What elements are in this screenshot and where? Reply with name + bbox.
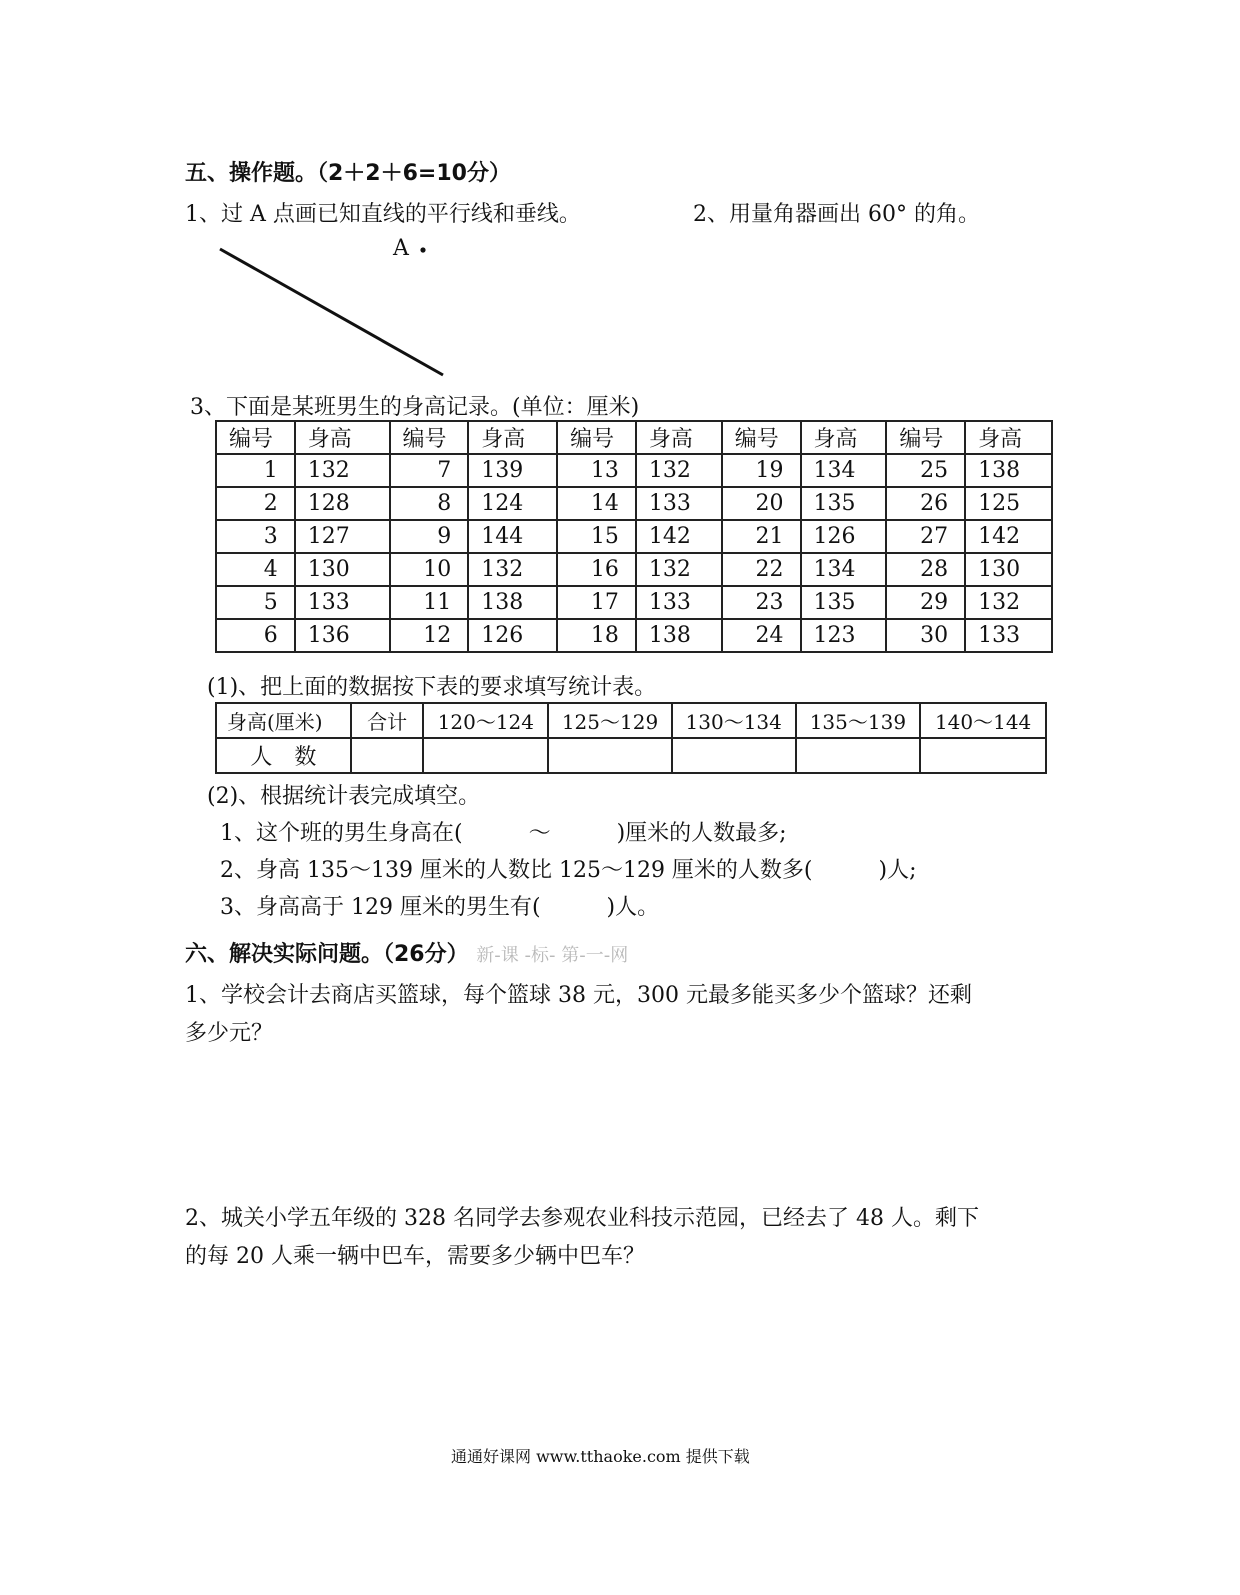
id-cell: 9 [390,520,469,553]
table-row [216,553,1052,586]
stats-header-cell: 125～129 [548,703,672,738]
answer-cell[interactable] [920,738,1046,773]
height-cell: 133 [965,619,1052,652]
id-cell: 17 [557,586,636,619]
id-cell: 14 [557,487,636,520]
height-cell: 135 [801,586,887,619]
id-cell: 20 [722,487,801,520]
drawing-area [0,0,1240,420]
header-cell: 编号 [886,421,965,454]
height-cell: 130 [965,553,1052,586]
id-cell: 29 [886,586,965,619]
watermark-text: 新-课 -标- 第-一-网 [476,945,629,966]
fill-blank-1: 1、这个班的男生身高在( ～ )厘米的人数最多; [220,821,787,846]
id-cell: 4 [216,553,295,586]
height-cell: 144 [468,520,557,553]
height-cell: 138 [468,586,557,619]
stats-row-label: 人 数 [216,738,351,773]
height-cell: 130 [295,553,390,586]
header-cell: 身高 [295,421,390,454]
height-cell: 133 [636,487,722,520]
height-cell: 126 [801,520,887,553]
id-cell: 19 [722,454,801,487]
id-cell: 7 [390,454,469,487]
id-cell: 28 [886,553,965,586]
id-cell: 26 [886,487,965,520]
id-cell: 24 [722,619,801,652]
stats-header-cell: 140～144 [920,703,1046,738]
id-cell: 25 [886,454,965,487]
stats-header-cell: 130～134 [672,703,796,738]
height-cell: 132 [636,553,722,586]
table-row [216,586,1052,619]
id-cell: 8 [390,487,469,520]
height-cell: 133 [636,586,722,619]
id-cell: 12 [390,619,469,652]
id-cell: 1 [216,454,295,487]
part-2-instruction: (2)、根据统计表完成填空。 [207,784,481,809]
answer-cell[interactable] [423,738,548,773]
header-cell: 编号 [722,421,801,454]
stats-header-cell: 身高(厘米) [216,703,351,738]
problem-2-line-2: 的每 20 人乘一辆中巴车，需要多少辆中巴车？ [185,1244,645,1269]
problem-2-line-1: 2、城关小学五年级的 328 名同学去参观农业科技示范园，已经去了 48 人。剩下 [185,1206,979,1231]
id-cell: 15 [557,520,636,553]
id-cell: 18 [557,619,636,652]
statistics-table [215,702,1047,774]
id-cell: 21 [722,520,801,553]
part-1-instruction: (1)、把上面的数据按下表的要求填写统计表。 [207,675,657,700]
id-cell: 23 [722,586,801,619]
height-cell: 138 [636,619,722,652]
id-cell: 22 [722,553,801,586]
height-cell: 134 [801,553,887,586]
header-cell: 编号 [557,421,636,454]
height-cell: 139 [468,454,557,487]
height-cell: 138 [965,454,1052,487]
id-cell: 27 [886,520,965,553]
given-line [220,249,443,375]
question-3-intro: 3、下面是某班男生的身高记录。(单位：厘米) [190,395,640,420]
height-cell: 127 [295,520,390,553]
section6-title [185,937,628,968]
point-a-dot [420,247,425,252]
height-cell: 132 [295,454,390,487]
table-row [216,619,1052,652]
height-cell: 136 [295,619,390,652]
header-cell: 编号 [390,421,469,454]
header-cell: 身高 [636,421,722,454]
section6-title-text: 六、解决实际问题。（26分） [185,942,469,967]
table-row [216,487,1052,520]
id-cell: 6 [216,619,295,652]
answer-cell[interactable] [672,738,796,773]
id-cell: 5 [216,586,295,619]
problem-1-line-1: 1、学校会计去商店买篮球，每个篮球 38 元，300 元最多能买多少个篮球？还剩 [185,983,972,1008]
table-row [216,520,1052,553]
point-a-label: A [393,236,409,261]
height-cell: 142 [636,520,722,553]
height-cell: 124 [468,487,557,520]
stats-header-cell: 合计 [351,703,424,738]
header-cell: 身高 [801,421,887,454]
stats-header-row [216,703,1046,738]
height-cell: 132 [636,454,722,487]
question-1: 1、过 A 点画已知直线的平行线和垂线。 [185,202,581,227]
table-row [216,454,1052,487]
height-cell: 133 [295,586,390,619]
height-cell: 128 [295,487,390,520]
table-header-row [216,421,1052,454]
answer-cell[interactable] [548,738,672,773]
height-cell: 132 [468,553,557,586]
height-cell: 123 [801,619,887,652]
stats-count-row [216,738,1046,773]
footer-text: 通通好课网 www.tthaoke.com 提供下载 [451,1447,750,1466]
id-cell: 10 [390,553,469,586]
height-cell: 142 [965,520,1052,553]
height-records-table [215,420,1053,653]
fill-blank-2: 2、身高 135～139 厘米的人数比 125～129 厘米的人数多( )人; [220,858,917,883]
answer-cell[interactable] [351,738,424,773]
id-cell: 11 [390,586,469,619]
id-cell: 13 [557,454,636,487]
stats-header-cell: 135～139 [796,703,921,738]
height-cell: 132 [965,586,1052,619]
id-cell: 30 [886,619,965,652]
header-cell: 身高 [468,421,557,454]
id-cell: 3 [216,520,295,553]
question-2: 2、用量角器画出 60° 的角。 [693,202,980,227]
header-cell: 身高 [965,421,1052,454]
header-cell: 编号 [216,421,295,454]
problem-1-line-2: 多少元？ [185,1021,274,1046]
id-cell: 16 [557,553,636,586]
height-cell: 125 [965,487,1052,520]
height-cell: 126 [468,619,557,652]
height-cell: 135 [801,487,887,520]
height-cell: 134 [801,454,887,487]
answer-cell[interactable] [796,738,921,773]
id-cell: 2 [216,487,295,520]
stats-header-cell: 120～124 [423,703,548,738]
fill-blank-3: 3、身高高于 129 厘米的男生有( )人。 [220,895,660,920]
section5-title: 五、操作题。（2＋2＋6=10分） [185,161,511,186]
